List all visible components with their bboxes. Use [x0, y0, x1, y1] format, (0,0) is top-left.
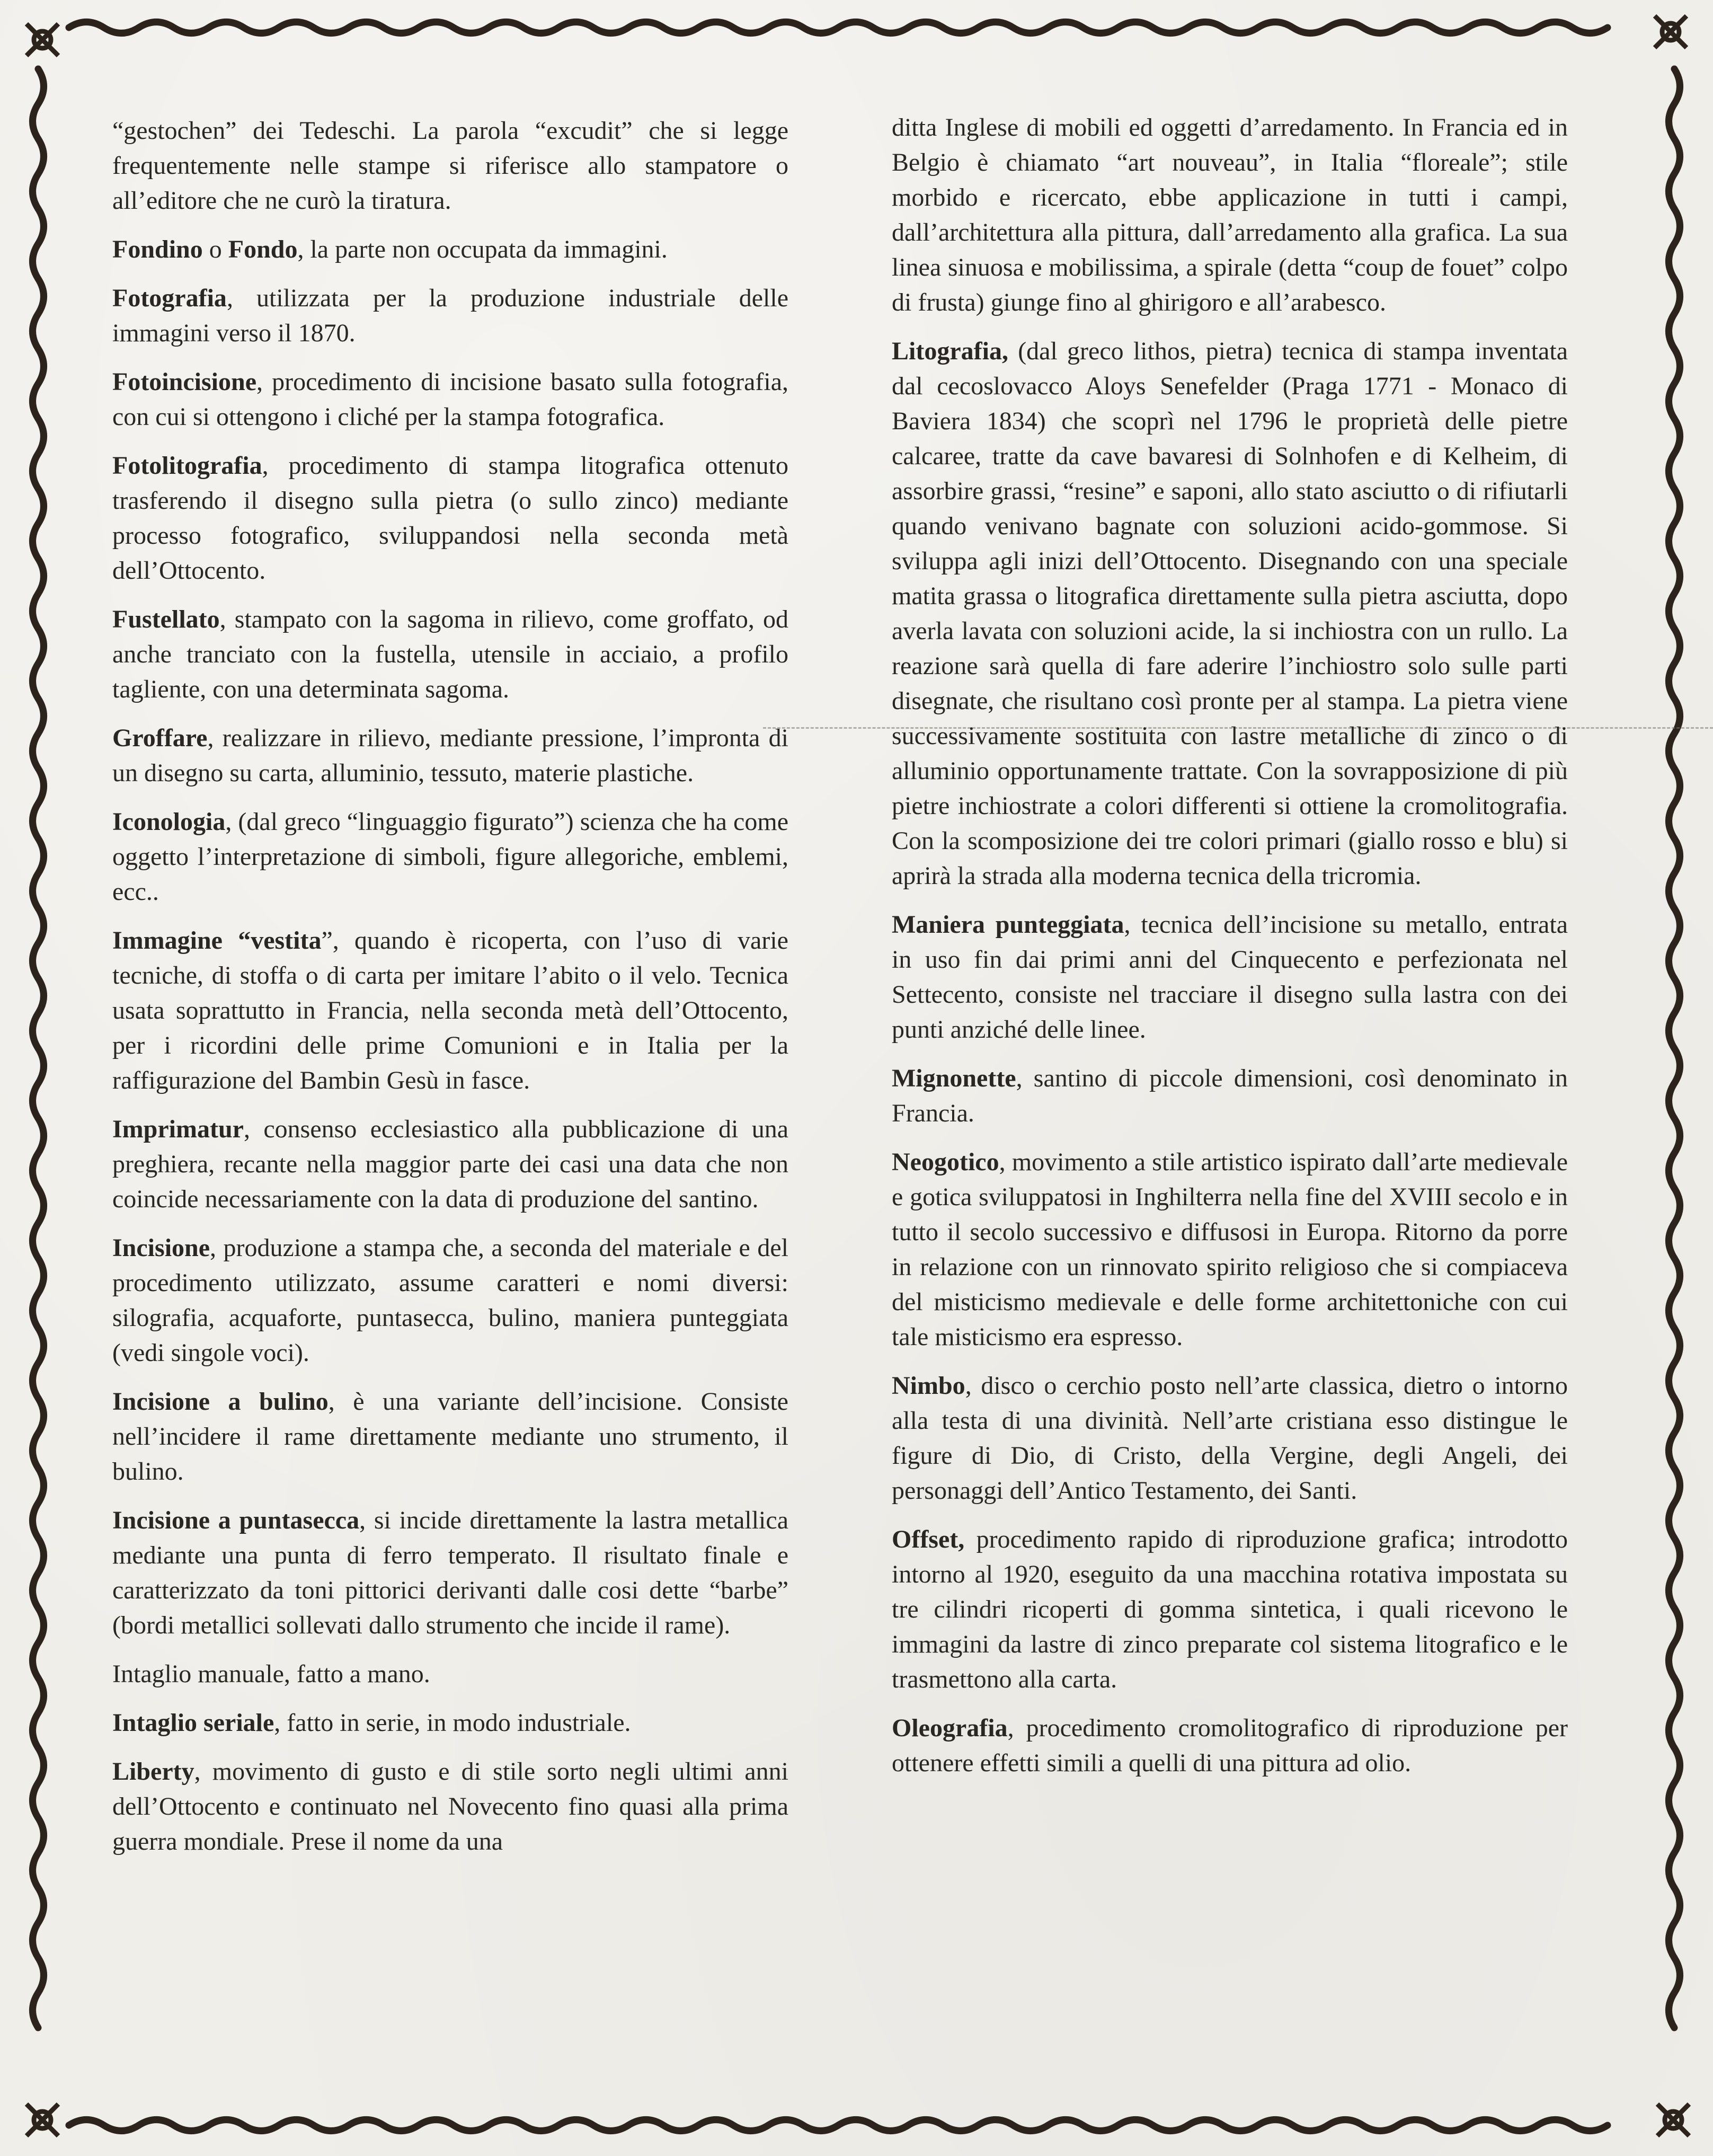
border-wave-segment: [1398, 22, 1468, 33]
border-wave-segment: [33, 908, 44, 978]
corner-ornament-icon: [1655, 16, 1687, 48]
border-wave-segment: [978, 22, 1048, 33]
glossary-definition: , stampato con la sagoma in rilievo, come groffato, od anche tranciato con la fustella, utensile in acciaio, a profilo tagliente, con una determinata sagoma.: [112, 605, 788, 703]
border-wave-segment: [1258, 2120, 1328, 2131]
border-wave-segment: [279, 22, 349, 33]
border-wave-segment: [1669, 838, 1680, 908]
glossary-entry: [112, 1384, 788, 1489]
border-wave-segment: [1669, 349, 1680, 419]
glossary-entry: [892, 1368, 1568, 1508]
glossary-entry: [112, 448, 788, 588]
glossary-entry: [112, 805, 788, 909]
glossary-definition: , è una variante dell’incisione. Consiste nell’incidere il rame direttamente mediante uno strumento, il bulino.: [112, 1388, 788, 1486]
right-text-column: [892, 110, 1568, 1795]
border-wave-segment: [1538, 2120, 1608, 2131]
border-wave-segment: [1669, 699, 1680, 768]
border-wave-segment: [908, 2120, 978, 2131]
glossary-entry: [112, 232, 788, 267]
border-wave-segment: [558, 2120, 628, 2131]
border-wave-segment: [33, 1188, 44, 1258]
border-wave-segment: [1669, 1678, 1680, 1748]
glossary-definition: , consenso ecclesiastico alla pubblicazione di una preghiera, recante nella maggior parte dei casi una data che non coincide necessariamente con la data di produzione del santino.: [112, 1115, 788, 1213]
glossary-entry: [112, 602, 788, 707]
border-wave-segment: [419, 2120, 489, 2131]
glossary-definition: “gestochen” dei Tedeschi. La parola “excudit” che si legge frequentemente nelle stampe si riferisce allo stampatore o all’editore che ne curò la tiratura.: [112, 117, 788, 215]
glossary-entry: [892, 1522, 1568, 1697]
border-wave-segment: [33, 1398, 44, 1468]
corner-ornament-icon: [26, 2104, 58, 2136]
border-wave-segment: [139, 22, 209, 33]
glossary-entry: [112, 1706, 788, 1740]
glossary-term: Mignonette: [892, 1064, 1016, 1092]
border-wave-segment: [1669, 139, 1680, 209]
border-wave-segment: [1048, 2120, 1118, 2131]
glossary-definition: , fatto in serie, in modo industriale.: [274, 1709, 631, 1737]
glossary-definition: , (dal greco “linguaggio figurato”) scienza che ha come oggetto l’interpretazione di simboli, figure allegoriche, emblemi, ecc..: [112, 808, 788, 906]
corner-ornament-icon: [1657, 2104, 1689, 2136]
border-wave-segment: [279, 2120, 349, 2131]
border-wave-segment: [209, 2120, 279, 2131]
glossary-definition: , produzione a stampa che, a seconda del materiale e del procedimento utilizzato, assume caratteri e nomi diversi: silografia, acquaforte, puntasecca, bulino, maniera punteggiata (vedi singole voci).: [112, 1234, 788, 1367]
bottom-border-waves: [69, 2120, 1608, 2131]
border-wave-segment: [33, 349, 44, 419]
border-wave-segment: [33, 1328, 44, 1398]
glossary-term: Incisione: [112, 1234, 210, 1262]
border-wave-segment: [838, 22, 908, 33]
glossary-term: Neogotico: [892, 1148, 999, 1176]
glossary-definition: Intaglio manuale, fatto a mano.: [112, 1660, 430, 1688]
border-wave-segment: [33, 209, 44, 279]
border-wave-segment: [1188, 2120, 1258, 2131]
border-wave-segment: [908, 22, 978, 33]
glossary-term: Intaglio seriale: [112, 1709, 274, 1737]
border-wave-segment: [1118, 22, 1188, 33]
border-wave-segment: [1669, 489, 1680, 559]
border-wave-segment: [1468, 22, 1538, 33]
border-wave-segment: [33, 1538, 44, 1608]
border-wave-segment: [628, 2120, 698, 2131]
border-wave-segment: [1669, 209, 1680, 279]
border-wave-segment: [1669, 1748, 1680, 1818]
glossary-term: Litografia,: [892, 337, 1008, 365]
glossary-term: Fotografia: [112, 284, 227, 312]
border-wave-segment: [1669, 629, 1680, 699]
glossary-term: Fondino: [112, 235, 203, 263]
glossary-entry: [112, 1503, 788, 1643]
border-wave-segment: [419, 22, 489, 33]
glossary-definition: , procedimento di stampa litografica ottenuto trasferendo il disegno sulla pietra (o sullo zinco) mediante processo fotografico, sviluppandosi nella seconda metà dell’Ottocento.: [112, 452, 788, 585]
glossary-entry: [892, 1061, 1568, 1131]
glossary-entry: [112, 721, 788, 791]
border-wave-segment: [33, 768, 44, 838]
border-wave-segment: [33, 279, 44, 349]
glossary-term: Imprimatur: [112, 1115, 244, 1143]
glossary-term: Iconologia: [112, 808, 226, 836]
glossary-definition: , movimento di gusto e di stile sorto negli ultimi anni dell’Ottocento e continuato nel Novecento fino quasi alla prima guerra mondiale. Prese il nome da una: [112, 1757, 788, 1855]
border-wave-segment: [558, 22, 628, 33]
border-wave-segment: [1328, 22, 1398, 33]
glossary-term: Incisione a puntasecca: [112, 1506, 360, 1534]
glossary-term: Maniera punteggiata: [892, 911, 1124, 939]
border-wave-segment: [489, 22, 558, 33]
border-wave-segment: [1669, 768, 1680, 838]
glossary-entry: [892, 907, 1568, 1047]
border-wave-segment: [69, 2120, 139, 2131]
glossary-entry: [112, 1231, 788, 1371]
border-wave-segment: [1669, 908, 1680, 978]
corner-ornament-icon: [26, 24, 58, 56]
glossary-term: Fondo: [228, 235, 298, 263]
glossary-term: Fotolitografia: [112, 452, 262, 480]
border-wave-segment: [1669, 1608, 1680, 1678]
border-wave-segment: [33, 629, 44, 699]
glossary-entry: [112, 281, 788, 351]
border-wave-segment: [698, 22, 768, 33]
border-wave-segment: [1669, 1258, 1680, 1328]
border-wave-segment: [209, 22, 279, 33]
border-wave-segment: [1468, 2120, 1538, 2131]
border-wave-segment: [33, 559, 44, 629]
border-wave-segment: [768, 22, 838, 33]
border-wave-segment: [838, 2120, 908, 2131]
glossary-definition: procedimento rapido di riproduzione grafica; introdotto intorno al 1920, eseguito da una macchina rotativa impostata su tre cilindri ricoperti di gomma sintetica, i quali ricevono le immagini da lastre di zinco preparate col sistema litografico e le trasmettono alla carta.: [892, 1525, 1568, 1693]
border-wave-segment: [768, 2120, 838, 2131]
glossary-term: Nimbo: [892, 1372, 965, 1400]
glossary-term: Immagine “vestita: [112, 926, 322, 955]
border-wave-segment: [1669, 1818, 1680, 1888]
glossary-term: Fotoincisione: [112, 368, 256, 396]
border-wave-segment: [489, 2120, 558, 2131]
glossary-definition: , realizzare in rilievo, mediante pressione, l’impronta di un disegno su carta, alluminio, tessuto, materie plastiche.: [112, 724, 788, 787]
border-wave-segment: [1328, 2120, 1398, 2131]
glossary-entry: [892, 110, 1568, 320]
border-wave-segment: [33, 978, 44, 1048]
border-wave-segment: [1669, 1888, 1680, 1958]
term-separator: o: [202, 235, 228, 263]
border-wave-segment: [33, 1608, 44, 1678]
glossary-definition: , disco o cerchio posto nell’arte classica, dietro o intorno alla testa di una divinità. Nell’arte cristiana esso distingue le figure di Dio, di Cristo, della Vergine, degli Angeli, dei personaggi dell’Antico Testamento, dei Santi.: [892, 1372, 1568, 1505]
border-wave-segment: [1669, 1958, 1680, 2028]
glossary-entry: [892, 1145, 1568, 1355]
glossary-entry: [112, 1754, 788, 1859]
glossary-definition: (dal greco lithos, pietra) tecnica di stampa inventata dal cecoslovacco Aloys Senefelder (Praga 1771 - Monaco di Baviera 1834) che scoprì nel 1796 le proprietà delle pietre calcaree, tratte da cave bavaresi di Solnhofen e di Kelheim, di assorbire grassi, “resine” e saponi, allo stato asciutto o di rifiutarli quando venivano bagnate con soluzioni acido-gommose. Si sviluppa agli inizi dell’Ottocento. Disegnando con una speciale matita grassa o litografica direttamente sulla pietra asciutta, dopo averla lavata con soluzioni acide, la si inchiostra con un rullo. La reazione sarà quella di fare aderire l’inchiostro solo sulle parti disegnate, che risultano così pronte per al stampa. La pietra viene successivamente sostituita con lastre metalliche di zinco o di alluminio opportunamente trattate. Con la sovrapposizione di più pietre inchiostrate a colori differenti si ottiene la cromolitografia. Con la scomposizione dei tre colori primari (giallo rosso e blu) si aprirà la strada alla moderna tecnica della tricromia.: [892, 337, 1568, 890]
glossary-definition: , procedimento di incisione basato sulla fotografia, con cui si ottengono i cliché per la stampa fotografica.: [112, 368, 788, 431]
border-wave-segment: [1398, 2120, 1468, 2131]
glossary-definition: , movimento a stile artistico ispirato dall’arte medievale e gotica sviluppatosi in Inghilterra nella fine del XVIII secolo e in tutto il secolo successivo e diffusosi in Europa. Ritorno da porre in relazione con un rinnovato spirito religioso che si compiaceva del misticismo medievale e delle forme architettoniche con cui tale misticismo era espresso.: [892, 1148, 1568, 1351]
glossary-term: Liberty: [112, 1757, 194, 1786]
glossary-definition: , procedimento cromolitografico di riproduzione per ottenere effetti simili a quelli di una pittura ad olio.: [892, 1714, 1568, 1777]
border-wave-segment: [1669, 69, 1680, 139]
border-wave-segment: [349, 22, 419, 33]
border-wave-segment: [1669, 1398, 1680, 1468]
left-border-waves: [33, 69, 44, 2028]
border-wave-segment: [33, 1818, 44, 1888]
border-wave-segment: [1669, 1118, 1680, 1188]
border-wave-segment: [69, 22, 139, 33]
border-wave-segment: [1669, 978, 1680, 1048]
border-wave-segment: [33, 699, 44, 768]
glossary-definition: , tecnica dell’incisione su metallo, entrata in uso fin dai primi anni del Cinquecento e perfezionata nel Settecento, consiste nel tracciare il disegno sulla lastra con dei punti anziché delle linee.: [892, 911, 1568, 1044]
glossary-entry: [892, 1711, 1568, 1781]
glossary-definition: , santino di piccole dimensioni, così denominato in Francia.: [892, 1064, 1568, 1127]
border-wave-segment: [1258, 22, 1328, 33]
border-wave-segment: [1048, 22, 1118, 33]
border-wave-segment: [1669, 419, 1680, 489]
border-wave-segment: [33, 1888, 44, 1958]
top-border-waves: [69, 22, 1608, 33]
glossary-term: Oleografia: [892, 1714, 1008, 1742]
border-wave-segment: [33, 489, 44, 559]
glossary-term: Groffare: [112, 724, 208, 752]
glossary-term: Offset,: [892, 1525, 965, 1553]
glossary-definition: , utilizzata per la produzione industriale delle immagini verso il 1870.: [112, 284, 788, 347]
border-wave-segment: [628, 22, 698, 33]
border-wave-segment: [33, 69, 44, 139]
glossary-entry: [892, 334, 1568, 894]
border-wave-segment: [1669, 1538, 1680, 1608]
glossary-entry: [112, 365, 788, 435]
border-wave-segment: [1538, 22, 1608, 33]
border-wave-segment: [33, 1258, 44, 1328]
border-wave-segment: [1669, 279, 1680, 349]
border-wave-segment: [33, 1468, 44, 1538]
glossary-definition: , la parte non occupata da immagini.: [297, 235, 668, 263]
border-wave-segment: [1669, 559, 1680, 629]
border-wave-segment: [1669, 1048, 1680, 1118]
border-wave-segment: [33, 1748, 44, 1818]
border-wave-segment: [33, 419, 44, 489]
glossary-entry: [112, 1112, 788, 1217]
border-wave-segment: [33, 1118, 44, 1188]
border-wave-segment: [139, 2120, 209, 2131]
glossary-term: Incisione a bulino: [112, 1388, 329, 1416]
glossary-definition: , si incide direttamente la lastra metallica mediante una punta di ferro temperato. Il risultato finale e caratterizzato da toni pittorici derivanti dalle cosi dette “barbe” (bordi metallici sollevati dallo strumento che incide il rame).: [112, 1506, 788, 1639]
border-wave-segment: [978, 2120, 1048, 2131]
border-wave-segment: [33, 1048, 44, 1118]
border-wave-segment: [349, 2120, 419, 2131]
border-wave-segment: [1669, 1188, 1680, 1258]
glossary-definition: ditta Inglese di mobili ed oggetti d’arredamento. In Francia ed in Belgio è chiamato “art nouveau”, in Italia “floreale”; stile morbido e ricercato, ebbe applicazione in tutti i campi, dall’architettura alla pittura, dall’arredamento alla grafica. La sua linea sinuosa e mobilissima, a spirale (detta “coup de fouet” colpo di frusta) giunge fino al ghirigoro e all’arabesco.: [892, 113, 1568, 316]
border-wave-segment: [1669, 1328, 1680, 1398]
border-wave-segment: [1669, 1468, 1680, 1538]
border-wave-segment: [33, 139, 44, 209]
glossary-entry: [112, 113, 788, 218]
border-wave-segment: [1118, 2120, 1188, 2131]
right-border-waves: [1669, 69, 1680, 2028]
glossary-entry: [112, 1657, 788, 1692]
left-text-column: [112, 113, 788, 1873]
glossary-definition: ”, quando è ricoperta, con l’uso di varie tecniche, di stoffa o di carta per imitare l’abito o il velo. Tecnica usata soprattutto in Francia, nella seconda metà dell’Ottocento, per i ricordini delle prime Comunioni e in Italia per la raffigurazione del Bambin Gesù in fasce.: [112, 926, 788, 1094]
glossary-term: Fustellato: [112, 605, 220, 633]
border-wave-segment: [698, 2120, 768, 2131]
border-wave-segment: [33, 838, 44, 908]
border-wave-segment: [1188, 22, 1258, 33]
border-wave-segment: [33, 1958, 44, 2028]
glossary-entry: [112, 923, 788, 1098]
border-wave-segment: [33, 1678, 44, 1748]
